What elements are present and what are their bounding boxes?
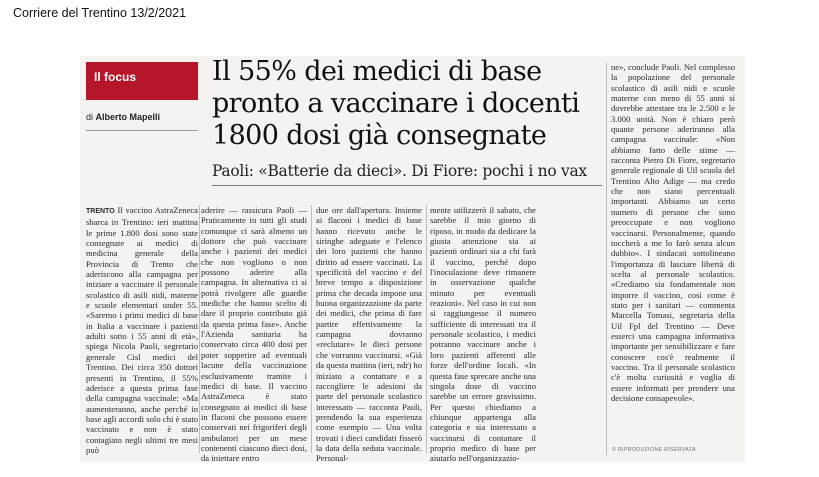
column-divider (426, 205, 427, 453)
headline (212, 56, 602, 152)
headline-rule (212, 185, 602, 186)
column-3-text: due ore dall'apertura. Insieme ai flaconi i medici di base hanno ricevuto anche le siringhe adeguate e l'elenco dei loro pazienti che hanno diritto ad essere vaccinati. La specificità del vaccino e del breve tempo a disposizione prima che decada impone una buona organizzazione da parte dei medici, che prima di fare partire effettivamente la campagna dovranno «reclutare» le dieci persone che vorranno vaccinarsi. «Già da questa mattina (ieri, ndr) ho iniziato a contattare e a raccogliere le adesioni da parte del personale scolastico interessato — racconta Paoli, prendendo la sua esperienza come esempio — Una volta trovati i dieci candidati fisserò la data della seduta vaccinale. Personal- (316, 205, 422, 464)
column-5-text: ne», conclude Paoli. Nel complesso la popolazione del personale scolastico di asili nidi e scuole materne con meno di 55 anni si dovrebbe attestare tra le 2.500 e le 3.000 unità. Non è chiaro però quante persone aderiranno alla campagna vaccinale: «Non abbiamo fatto delle stime — racconta Pietro Di Fiore, segretario generale regionale di Uil scuola del Trentino Alto Adige — ma credo che non siano percentuali importanti. Abbiamo un certo numero di persone che sono preoccupate e non vogliono vaccinarsi. Personalmente, quando toccherà a me lo farò senza alcun dubbio». I sindacati sottolineano l'importanza di lasciare libertà di scelta al personale scolastico. «Crediamo sia fondamentale non imporre il vaccino, così come è stato per i sanitari — commenta Marcella Tomasi, segretaria della Uil Fpl del Trentino — Deve esserci una campagna informativa importante per sensibilizzare e fare conoscere cos'è realmente il vaccino. Tra il personale scolastico c'è molta curiosità e voglia di essere informati per prendere una decisione consapevole». (611, 62, 735, 403)
headline-line-1: Il 55% dei medici di base (212, 56, 542, 87)
column-4-text: mente utilizzerò il sabato, che sarebbe il mio giorno di riposo, in modo da dedicare la giusta attenzione sia ai pazienti ordinari sia a chi farà il vaccino, perché dopo l'inoculazione deve rimanere in osservazione qualche minuto per eventuali reazioni». Nel caso in cui non si raggiungesse il numero sufficiente di interessati tra il personale scolastico, i medici potranno vaccinare anche i loro pazienti afferenti alle forze dell'ordine locali. «In questa fase sprecare anche una singola dose di vaccino sarebbe un errore gravissimo. Per questo chiediamo a chiunque appartenga alla categoria e sia interessato a vaccinarsi di contattare il proprio medico di base per aiutarlo nell'organizzazio- (430, 205, 536, 464)
column-divider (606, 62, 607, 455)
byline-prefix: di (86, 112, 94, 122)
article-column-3 (316, 205, 422, 464)
headline-line-3: 1800 dosi già consegnate (212, 120, 547, 151)
article-column-1 (86, 205, 198, 455)
column-divider (199, 205, 200, 453)
copyright-footer: © RIPRODUZIONE RISERVATA (612, 447, 696, 453)
byline-rule (86, 130, 198, 131)
column-1-text: Il vaccino AstraZeneca sbarca in Trentino: ieri mattina le prime 1.800 dosi sono state consegnate ai medici di medicina generale della Provincia di Trento che aderiscono alla campagna per iniziare a vaccinare il personale scolastico di asili nidi, materne e scuole elementari under 55. «Saremo i primi medici di base in Italia a vaccinare i pazienti adulti sotto i 55 anni di età», spiega Nicola Paoli, segretario generale Cisl medici del Trentino. Dei circa 350 dottori presenti in Trentino, il 55% aderisce a questa prima fase della campagna vaccinale: «Ma aumenteranno, anche perché in base agli accordi solo chi è stato vaccinato e non è stato contagiato negli ultimi tre mesi può (86, 205, 198, 455)
article-column-2 (201, 205, 307, 464)
dateline: TRENTO (86, 208, 115, 215)
subheadline: Paoli: «Batterie da dieci». Di Fiore: pochi i no vax (212, 162, 587, 180)
column-2-text: aderire — rassicura Paoli — Praticamente in tutti gli studi comunque ci sarà almeno un dottore che può vaccinare anche i pazienti dei medici che non vogliono o non possono aderire alla campagna. In alternativa ci si potrà rivolgere alle guardie mediche che hanno scelto di dare il proprio contributo già da questa prima fase». Anche l'Azienda sanitaria ha conservato circa 400 dosi per poter sopperire ad eventuali lacune della vaccinazione esclusivamente tramite i medici di base. Il vaccino AstraZeneca è stato consegnato ai medici di base in flaconi che possono essere conservati nei frigoriferi degli ambulatori per un mese contenenti ciascuno dieci dosi, da iniettare entro (201, 205, 307, 464)
headline-line-2: pronto a vaccinare i docenti (212, 88, 580, 119)
article-column-4 (430, 205, 536, 464)
focus-badge (86, 62, 198, 100)
column-divider (311, 205, 312, 453)
byline-author: Alberto Mapelli (95, 112, 161, 122)
article-column-5 (611, 62, 735, 457)
source-caption: Corriere del Trentino 13/2/2021 (13, 6, 187, 20)
byline (86, 112, 160, 122)
focus-label: Il focus (94, 70, 137, 84)
